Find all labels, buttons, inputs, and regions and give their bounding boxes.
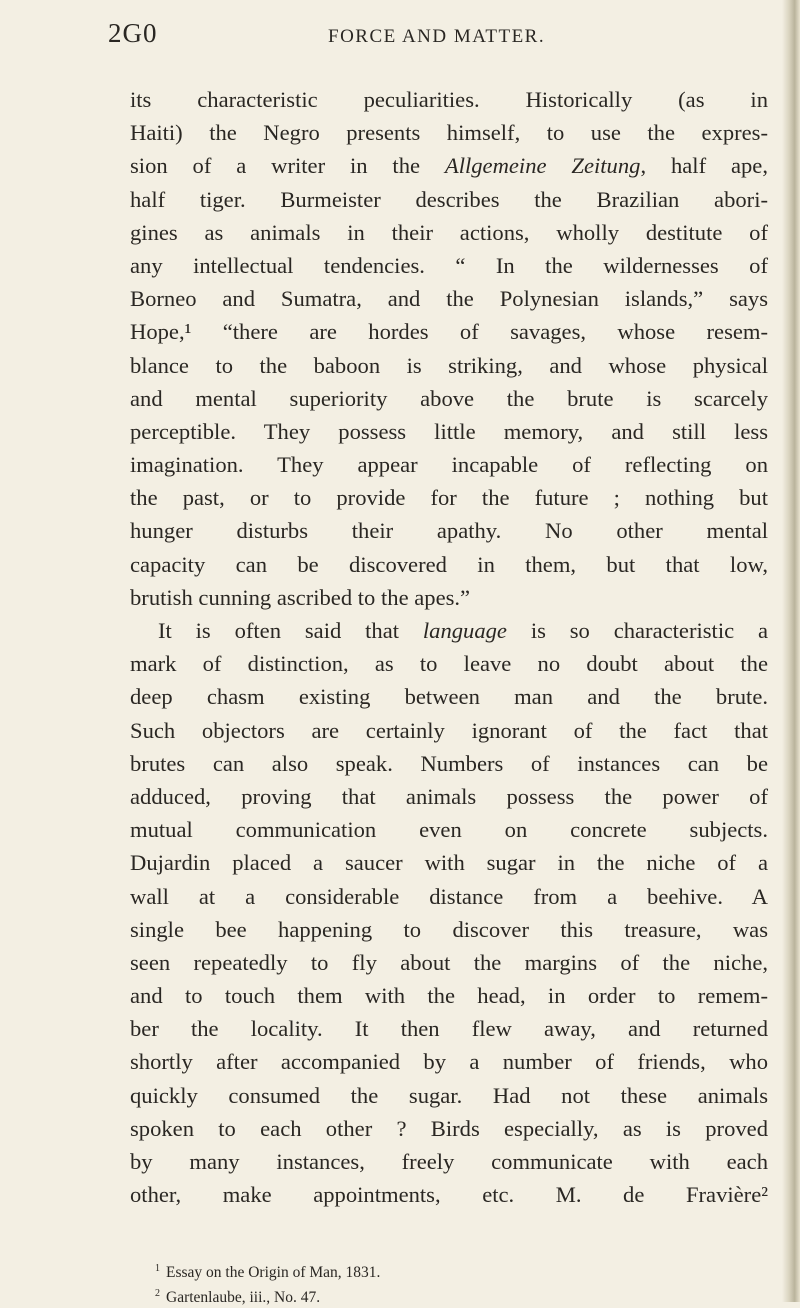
text-line: any intellectual tendencies. “ In the wildernesses of <box>130 252 768 278</box>
italic-phrase: Allgemeine Zeitung <box>444 153 641 179</box>
text-line: hunger disturbs their apathy. No other mental <box>130 518 768 544</box>
text-line: It is often said that language is so characteristic a <box>158 618 769 643</box>
text-line: shortly after accompanied by a number of friends, who <box>130 1049 768 1075</box>
text-line: its characteristic peculiarities. Historically (as in <box>130 87 768 112</box>
text-line: wall at a considerable distance from a beehive. A <box>130 883 768 909</box>
text-line: Borneo and Sumatra, and the Polynesian islands,” says <box>130 286 768 312</box>
text-line: deep chasm existing between man and the brute. <box>130 684 768 710</box>
running-head: FORCE AND MATTER. <box>328 26 546 47</box>
page-edge <box>782 0 800 1302</box>
text-line: single bee happening to discover this treasure, was <box>130 916 768 942</box>
text-line: gines as animals in their actions, wholly destitute of <box>130 219 768 245</box>
text-line: the past, or to provide for the future ; nothing but <box>130 485 768 511</box>
text-line: spoken to each other ? Birds especially, as is proved <box>130 1115 768 1141</box>
footnote <box>155 1283 380 1308</box>
text-line: mutual communication even on concrete subjects. <box>130 817 768 843</box>
text-line: half tiger. Burmeister describes the Brazilian abori- <box>130 186 768 212</box>
page-number: 2G0 <box>108 18 158 48</box>
footnote-mark: 1 <box>155 1263 160 1274</box>
text-line: and to touch them with the head, in order to remem- <box>130 983 768 1009</box>
text-line: blance to the baboon is striking, and whose physical <box>130 352 768 378</box>
text-line: brutes can also speak. Numbers of instances can be <box>130 750 768 776</box>
text-line: Dujardin placed a saucer with sugar in the niche of a <box>130 850 768 876</box>
text-line: ber the locality. It then flew away, and returned <box>130 1016 768 1042</box>
footnotes <box>155 1258 380 1308</box>
text-line: Haiti) the Negro presents himself, to use the expres- <box>130 120 768 146</box>
text-line: Such objectors are certainly ignorant of the fact that <box>130 717 768 743</box>
body-text <box>130 83 768 1211</box>
footnote <box>155 1258 380 1283</box>
italic-phrase: language <box>422 618 507 643</box>
text-line: quickly consumed the sugar. Had not these animals <box>130 1082 768 1108</box>
text-line: adduced, proving that animals possess the power of <box>130 783 768 809</box>
text-line: brutish cunning ascribed to the apes.” <box>130 584 471 610</box>
text-line: mark of distinction, as to leave no doubt about the <box>130 651 768 677</box>
text-line: other, make appointments, etc. M. de Fravière² <box>130 1182 768 1208</box>
text-line: and mental superiority above the brute is scarcely <box>130 385 768 411</box>
footnote-mark: 2 <box>155 1288 160 1300</box>
text-line: capacity can be discovered in them, but that low, <box>130 551 768 577</box>
text-line: by many instances, freely communicate with each <box>130 1149 768 1174</box>
footnote-text: Gartenlaube, iii., No. 47. <box>166 1289 321 1307</box>
text-line: sion of a writer in the Allgemeine Zeitung, half ape, <box>130 153 768 179</box>
text-line: seen repeatedly to fly about the margins of the niche, <box>130 949 768 975</box>
text-line: Hope,¹ “there are hordes of savages, whose resem- <box>130 319 768 345</box>
text-line: imagination. They appear incapable of reflecting on <box>130 452 768 478</box>
text-line: perceptible. They possess little memory, and still less <box>130 418 768 444</box>
page-header <box>108 18 760 58</box>
footnote-text: Essay on the Origin of Man, 1831. <box>166 1264 381 1282</box>
